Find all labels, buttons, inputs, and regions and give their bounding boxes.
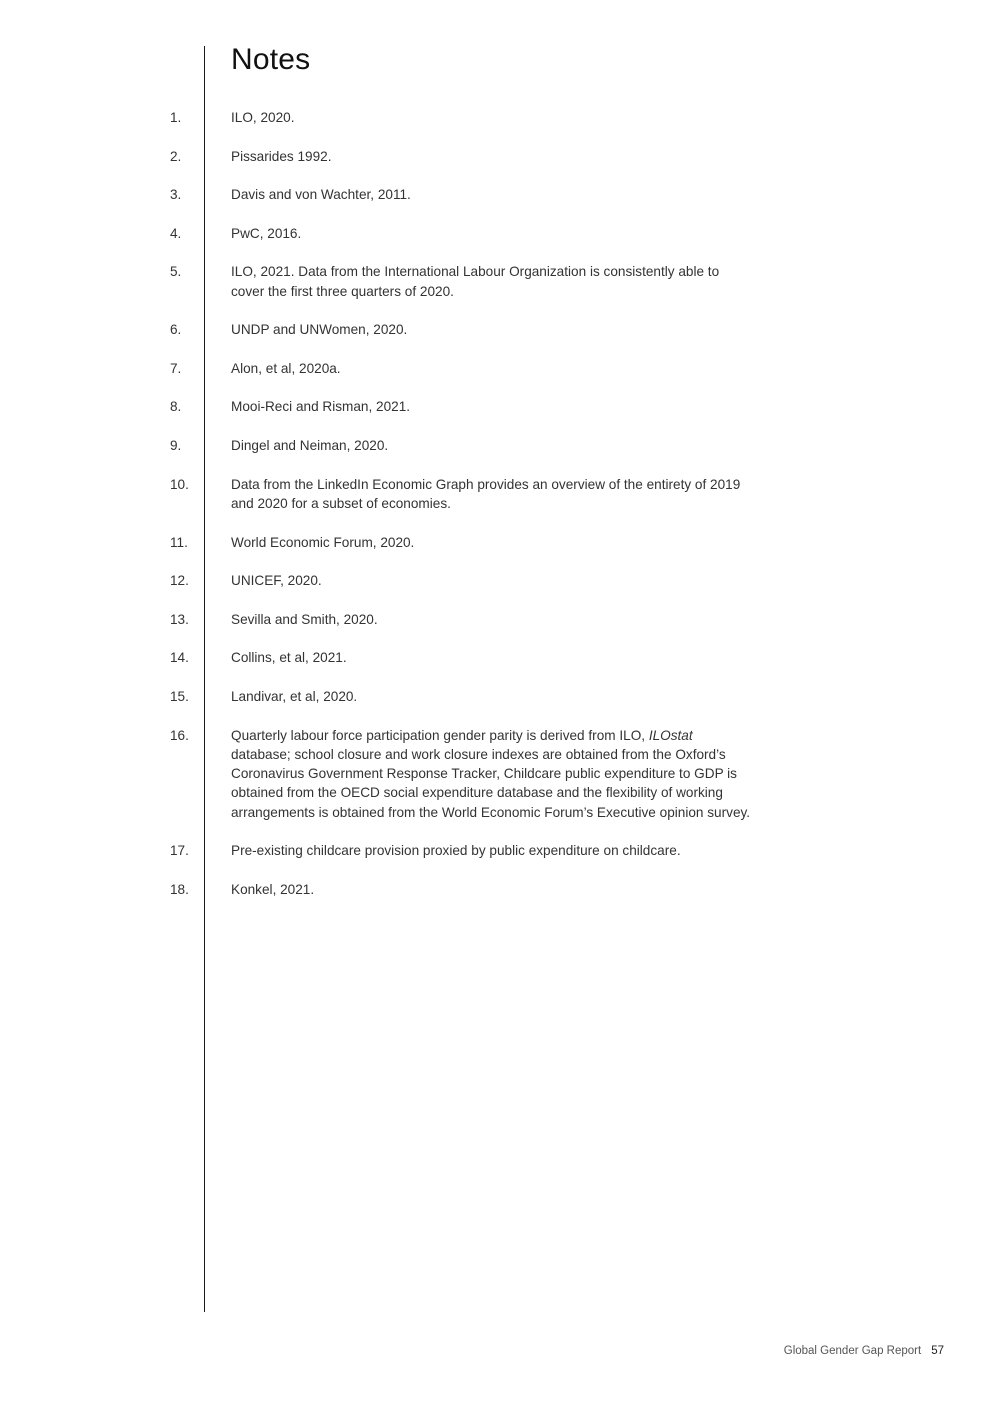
note-number: 17. <box>170 843 189 859</box>
note-item <box>0 359 992 378</box>
note-item <box>0 475 992 514</box>
note-text: UNDP and UNWomen, 2020. <box>231 322 408 338</box>
note-text: PwC, 2016. <box>231 225 302 241</box>
note-number: 1. <box>170 110 182 125</box>
note-number: 11. <box>170 534 188 550</box>
note-text <box>231 726 755 822</box>
note-text: Alon, et al, 2020a. <box>231 360 341 376</box>
note-item <box>0 185 992 204</box>
note-text: Davis and von Wachter, 2011. <box>231 187 411 203</box>
note-text: Pre-existing childcare provision proxied by public expenditure on childcare. <box>231 843 681 859</box>
note-item <box>0 320 992 339</box>
note-item <box>0 841 992 860</box>
note-text: Sevilla and Smith, 2020. <box>231 611 378 627</box>
note-text: Data from the LinkedIn Economic Graph provides an overview of the entirety of 2019 and 2020 for a subset of economies. <box>231 476 741 511</box>
page-footer <box>784 1342 944 1360</box>
note-text: UNICEF, 2020. <box>231 573 322 589</box>
note-text: ILO, 2020. <box>231 110 295 125</box>
note-text: ILO, 2021. Data from the International Labour Organization is consistently able to cover the first three quarters of 2020. <box>231 264 720 299</box>
note-number: 13. <box>170 611 189 627</box>
note-number: 8. <box>170 399 182 415</box>
note-text-italic: ILOstat <box>648 727 693 743</box>
notes-list <box>0 108 992 918</box>
note-item <box>0 262 992 301</box>
note-text: Dingel and Neiman, 2020. <box>231 438 389 454</box>
note-number: 9. <box>170 438 182 454</box>
note-item <box>0 571 992 590</box>
note-item <box>0 726 992 822</box>
footer-report-title: Global Gender Gap Report <box>783 1345 922 1357</box>
note-item <box>0 880 992 899</box>
note-text: Mooi-Reci and Risman, 2021. <box>231 399 411 415</box>
note-number: 12. <box>170 573 189 589</box>
note-number: 3. <box>170 187 182 203</box>
note-number: 2. <box>170 148 182 164</box>
note-number: 7. <box>170 360 182 376</box>
note-number: 10. <box>170 476 189 492</box>
note-text: World Economic Forum, 2020. <box>231 534 415 550</box>
note-text: Collins, et al, 2021. <box>231 650 347 666</box>
note-text: Landivar, et al, 2020. <box>231 688 358 704</box>
note-item <box>0 147 992 166</box>
note-text: Konkel, 2021. <box>231 881 315 897</box>
page-number: 57 <box>931 1345 944 1357</box>
page-title: Notes <box>231 43 311 76</box>
note-number: 5. <box>170 264 182 280</box>
note-number: 18. <box>170 881 189 897</box>
note-text-part: database; school closure and work closure indexes are obtained from the Oxford’s Coronavirus Government Response Tracker, Childcare public expenditure to GDP is obtained from the OECD social expenditure database and the flexibility of working arrangements is obtained from the World Economic Forum’s Executive opinion survey. <box>231 746 751 820</box>
note-number: 15. <box>170 688 189 704</box>
note-text: Pissarides 1992. <box>231 148 332 164</box>
note-item <box>0 397 992 416</box>
note-item <box>0 108 992 127</box>
note-item <box>0 687 992 706</box>
note-number: 6. <box>170 322 182 338</box>
note-number: 4. <box>170 225 182 241</box>
note-item <box>0 533 992 552</box>
note-item <box>0 436 992 455</box>
note-item <box>0 610 992 629</box>
note-number: 14. <box>170 650 189 666</box>
note-text-part: Quarterly labour force participation gender parity is derived from ILO, <box>231 727 649 743</box>
note-item <box>0 648 992 667</box>
note-item <box>0 224 992 243</box>
note-number: 16. <box>170 727 189 743</box>
